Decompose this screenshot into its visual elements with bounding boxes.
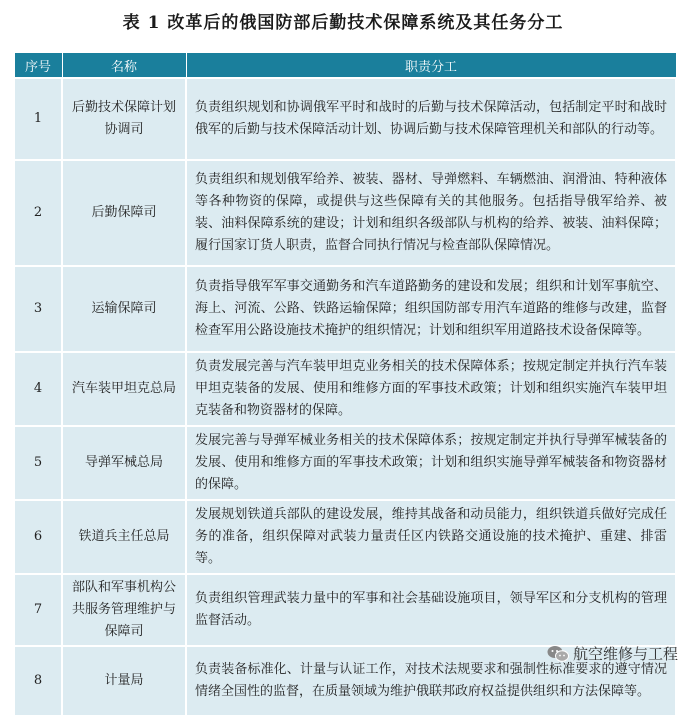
row-name: 铁道兵主任总局: [62, 500, 186, 574]
table-row: [14, 352, 676, 426]
responsibility-table: [13, 52, 677, 717]
row-name: 导弹军械总局: [62, 426, 186, 500]
table-row: [14, 160, 676, 266]
header-name: 名称: [62, 53, 186, 79]
table-row: [14, 500, 676, 574]
row-number: 3: [14, 266, 62, 352]
table-row: [14, 78, 676, 160]
table-row: [14, 574, 676, 646]
row-number: 6: [14, 500, 62, 574]
table-row: [14, 266, 676, 352]
wechat-icon: [547, 645, 569, 663]
table-header-row: [14, 53, 676, 79]
row-number: 8: [14, 646, 62, 716]
header-num: 序号: [14, 53, 62, 79]
row-description: 负责装备标准化、计量与认证工作，对技术法规要求和强制性标准要求的遵守情况情绪全国性的监督，在质量领域为维护俄联邦政府权益提供组织和方法保障等。: [186, 646, 676, 716]
row-description: 发展规划铁道兵部队的建设发展，维持其战备和动员能力，组织铁道兵做好完成任务的准备，组织保障对武装力量责任区内铁路交通设施的技术掩护、重建、排雷等。: [186, 500, 676, 574]
row-description: 负责发展完善与汽车装甲坦克业务相关的技术保障体系；按规定制定并执行汽车装甲坦克装备的发展、使用和维修方面的军事技术政策；计划和组织实施汽车装甲坦克装备和物资器材的保障。: [186, 352, 676, 426]
row-name: 运输保障司: [62, 266, 186, 352]
row-name: 计量局: [62, 646, 186, 716]
header-duty: 职责分工: [186, 53, 676, 79]
row-description: 发展完善与导弹军械业务相关的技术保障体系；按规定制定并执行导弹军械装备的发展、使用和维修方面的军事技术政策；计划和组织实施导弹军械装备和物资器材的保障。: [186, 426, 676, 500]
row-description: 负责指导俄军军事交通勤务和汽车道路勤务的建设和发展；组织和计划军事航空、海上、河流、公路、铁路运输保障；组织国防部专用汽车道路的维修与改建，监督检查军用公路设施技术掩护的组织情况；计划和组织军用道路技术设备保障等。: [186, 266, 676, 352]
watermark: [547, 643, 678, 664]
watermark-text: 航空维修与工程: [573, 643, 678, 664]
row-number: 1: [14, 78, 62, 160]
row-name: 后勤保障司: [62, 160, 186, 266]
row-name: 部队和军事机构公共服务管理维护与保障司: [62, 574, 186, 646]
row-number: 4: [14, 352, 62, 426]
row-description: 负责组织和规划俄军给养、被装、器材、导弹燃料、车辆燃油、润滑油、特种液体等各种物资的保障，或提供与这些保障有关的其他服务。包括指导俄军给养、被装、油料保障系统的建设；计划和组织各级部队与机构的给养、被装、油料保障；履行国家订货人职责，监督合同执行情况与检查部队保障情况。: [186, 160, 676, 266]
row-description: 负责组织管理武装力量中的军事和社会基础设施项目，领导军区和分支机构的管理监督活动。: [186, 574, 676, 646]
table-row: [14, 426, 676, 500]
row-number: 2: [14, 160, 62, 266]
row-name: 汽车装甲坦克总局: [62, 352, 186, 426]
table-title: 表 1 改革后的俄国防部后勤技术保障系统及其任务分工: [0, 8, 686, 33]
row-number: 7: [14, 574, 62, 646]
row-description: 负责组织规划和协调俄军平时和战时的后勤与技术保障活动，包括制定平时和战时俄军的后勤与技术保障活动计划、协调后勤与技术保障管理机关和部队的行动等。: [186, 78, 676, 160]
row-number: 5: [14, 426, 62, 500]
row-name: 后勤技术保障计划协调司: [62, 78, 186, 160]
